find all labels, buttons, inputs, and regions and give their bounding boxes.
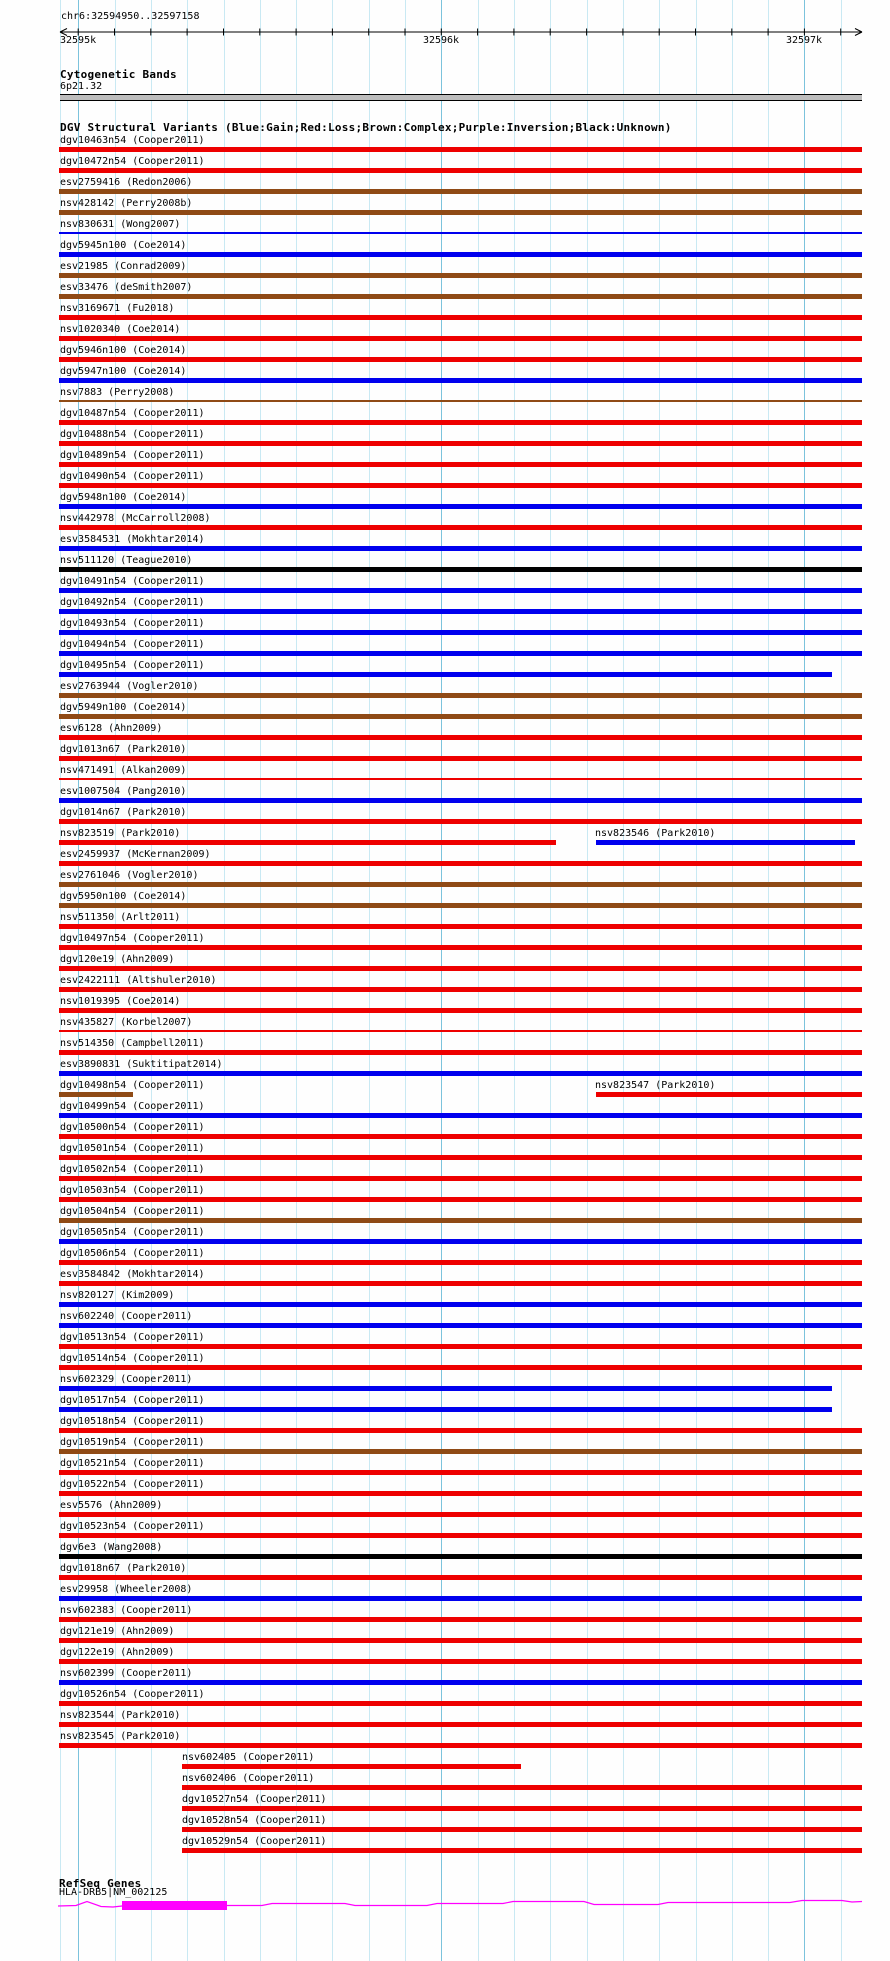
variant-bar-loss[interactable] (59, 1722, 862, 1727)
variant-bar-gain[interactable] (59, 232, 862, 234)
variant-label[interactable]: esv2459937 (McKernan2009) (60, 849, 211, 860)
variant-bar-loss[interactable] (59, 819, 862, 824)
variant-bar-loss[interactable] (59, 1176, 862, 1181)
variant-label[interactable]: dgv10513n54 (Cooper2011) (60, 1332, 205, 1343)
variant-bar-loss[interactable] (59, 357, 862, 362)
variant-label[interactable]: nsv1019395 (Coe2014) (60, 996, 181, 1007)
variant-label[interactable]: nsv442978 (McCarroll2008) (60, 513, 211, 524)
variant-label[interactable]: dgv121e19 (Ahn2009) (60, 1626, 175, 1637)
variant-label[interactable]: dgv1014n67 (Park2010) (60, 807, 187, 818)
variant-bar-loss[interactable] (182, 1827, 862, 1832)
variant-label[interactable]: nsv602405 (Cooper2011) (182, 1752, 315, 1763)
variant-label[interactable]: dgv10493n54 (Cooper2011) (60, 618, 205, 629)
variant-label[interactable]: nsv471491 (Alkan2009) (60, 765, 187, 776)
variant-label[interactable]: dgv10529n54 (Cooper2011) (182, 1836, 327, 1847)
variant-label[interactable]: dgv10492n54 (Cooper2011) (60, 597, 205, 608)
variant-label[interactable]: esv3584842 (Mokhtar2014) (60, 1269, 205, 1280)
variant-bar-gain[interactable] (59, 798, 862, 803)
variant-label[interactable]: dgv10518n54 (Cooper2011) (60, 1416, 205, 1427)
variant-label[interactable]: dgv10489n54 (Cooper2011) (60, 450, 205, 461)
variant-label[interactable]: dgv1013n67 (Park2010) (60, 744, 187, 755)
variant-label[interactable]: nsv823519 (Park2010) (60, 828, 181, 839)
variant-bar-loss[interactable] (596, 1092, 862, 1097)
variant-bar-loss[interactable] (59, 840, 556, 845)
variant-label[interactable]: dgv10528n54 (Cooper2011) (182, 1815, 327, 1826)
variant-bar-complex[interactable] (59, 1092, 133, 1097)
variant-bar-loss[interactable] (59, 861, 862, 866)
refseq-gene-label[interactable]: HLA-DRB5|NM_002125 (59, 1887, 168, 1898)
variant-label[interactable]: dgv10505n54 (Cooper2011) (60, 1227, 205, 1238)
variant-label[interactable]: dgv10526n54 (Cooper2011) (60, 1689, 205, 1700)
variant-bar-loss[interactable] (59, 1050, 862, 1055)
variant-label[interactable]: nsv830631 (Wong2007) (60, 219, 181, 230)
variant-label[interactable]: dgv10502n54 (Cooper2011) (60, 1164, 205, 1175)
variant-bar-gain[interactable] (59, 1302, 862, 1307)
variant-bar-loss[interactable] (59, 1197, 862, 1202)
variant-bar-gain[interactable] (59, 1596, 862, 1601)
variant-bar-loss[interactable] (182, 1764, 521, 1769)
variant-bar-gain[interactable] (59, 630, 862, 635)
variant-label[interactable]: esv5576 (Ahn2009) (60, 1500, 163, 1511)
variant-bar-loss[interactable] (59, 1365, 862, 1370)
variant-label[interactable]: nsv823547 (Park2010) (595, 1080, 716, 1091)
variant-bar-loss[interactable] (59, 1659, 862, 1664)
variant-label[interactable]: dgv10463n54 (Cooper2011) (60, 135, 205, 146)
variant-label[interactable]: dgv10504n54 (Cooper2011) (60, 1206, 205, 1217)
variant-bar-loss[interactable] (59, 1134, 862, 1139)
variant-label[interactable]: esv2759416 (Redon2006) (60, 177, 193, 188)
variant-bar-gain[interactable] (59, 588, 862, 593)
variant-label[interactable]: esv2761046 (Vogler2010) (60, 870, 199, 881)
variant-bar-loss[interactable] (59, 1260, 862, 1265)
variant-bar-complex[interactable] (59, 273, 862, 278)
cytobands-section-title: Cytogenetic Bands (60, 68, 177, 81)
variant-bar-loss[interactable] (59, 1008, 862, 1013)
variant-bar-unknown[interactable] (59, 567, 862, 572)
variant-label[interactable]: dgv10488n54 (Cooper2011) (60, 429, 205, 440)
variant-label[interactable]: dgv10495n54 (Cooper2011) (60, 660, 205, 671)
variant-bar-gain[interactable] (59, 1071, 862, 1076)
variant-bar-complex[interactable] (59, 1449, 862, 1454)
variant-bar-gain[interactable] (59, 378, 862, 383)
variant-label[interactable]: esv2422111 (Altshuler2010) (60, 975, 217, 986)
variant-label[interactable]: nsv602240 (Cooper2011) (60, 1311, 193, 1322)
variant-label[interactable]: dgv10500n54 (Cooper2011) (60, 1122, 205, 1133)
variant-label[interactable]: dgv10472n54 (Cooper2011) (60, 156, 205, 167)
variant-label[interactable]: nsv602383 (Cooper2011) (60, 1605, 193, 1616)
variant-label[interactable]: dgv5947n100 (Coe2014) (60, 366, 187, 377)
variant-label[interactable]: dgv120e19 (Ahn2009) (60, 954, 175, 965)
cytoband-strip[interactable] (60, 94, 862, 101)
variant-bar-complex[interactable] (59, 693, 862, 698)
variant-label[interactable]: nsv435827 (Korbel2007) (60, 1017, 193, 1028)
variant-bar-gain[interactable] (596, 840, 855, 845)
variant-bar-loss[interactable] (59, 147, 862, 152)
variant-label[interactable]: dgv10503n54 (Cooper2011) (60, 1185, 205, 1196)
variant-bar-complex[interactable] (59, 882, 862, 887)
variant-label[interactable]: nsv823545 (Park2010) (60, 1731, 181, 1742)
variant-label[interactable]: dgv5950n100 (Coe2014) (60, 891, 187, 902)
variant-bar-loss[interactable] (59, 1470, 862, 1475)
variant-bar-complex[interactable] (59, 400, 862, 402)
variant-bar-loss[interactable] (59, 1491, 862, 1496)
variant-bar-gain[interactable] (59, 1386, 832, 1391)
variant-bar-loss[interactable] (182, 1848, 862, 1853)
variant-label[interactable]: nsv823544 (Park2010) (60, 1710, 181, 1721)
variant-label[interactable]: esv3890831 (Suktitipat2014) (60, 1059, 223, 1070)
variant-label[interactable]: nsv514350 (Campbell2011) (60, 1038, 205, 1049)
variant-bar-gain[interactable] (59, 252, 862, 257)
variant-bar-loss[interactable] (182, 1785, 862, 1790)
variant-bar-loss[interactable] (59, 945, 862, 950)
variant-bar-loss[interactable] (59, 735, 862, 740)
variant-bar-loss[interactable] (59, 1428, 862, 1433)
variant-label[interactable]: dgv5946n100 (Coe2014) (60, 345, 187, 356)
variant-bar-loss[interactable] (59, 525, 862, 530)
variant-label[interactable]: dgv10519n54 (Cooper2011) (60, 1437, 205, 1448)
variant-label[interactable]: esv33476 (deSmith2007) (60, 282, 193, 293)
variant-bar-gain[interactable] (59, 609, 862, 614)
variant-bar-complex[interactable] (59, 294, 862, 299)
variant-label[interactable]: dgv5949n100 (Coe2014) (60, 702, 187, 713)
variant-label[interactable]: dgv10522n54 (Cooper2011) (60, 1479, 205, 1490)
variant-label[interactable]: dgv5945n100 (Coe2014) (60, 240, 187, 251)
variant-label[interactable]: dgv10514n54 (Cooper2011) (60, 1353, 205, 1364)
variant-label[interactable]: nsv1020340 (Coe2014) (60, 324, 181, 335)
variant-bar-loss[interactable] (59, 1617, 862, 1622)
variant-label[interactable]: nsv602399 (Cooper2011) (60, 1668, 193, 1679)
variant-bar-gain[interactable] (59, 1239, 862, 1244)
variant-label[interactable]: dgv10506n54 (Cooper2011) (60, 1248, 205, 1259)
variant-bar-gain[interactable] (59, 1680, 862, 1685)
variant-label[interactable]: dgv10490n54 (Cooper2011) (60, 471, 205, 482)
variant-bar-loss[interactable] (59, 483, 862, 488)
variant-label[interactable]: nsv511350 (Arlt2011) (60, 912, 181, 923)
variant-bar-complex[interactable] (59, 1218, 862, 1223)
variant-label[interactable]: nsv602406 (Cooper2011) (182, 1773, 315, 1784)
variant-label[interactable]: esv6128 (Ahn2009) (60, 723, 163, 734)
variant-label[interactable]: dgv6e3 (Wang2008) (60, 1542, 163, 1553)
variant-bar-loss[interactable] (182, 1806, 862, 1811)
variant-bar-loss[interactable] (59, 1638, 862, 1643)
variant-bar-loss[interactable] (59, 1155, 862, 1160)
variant-bar-loss[interactable] (59, 462, 862, 467)
variant-bar-gain[interactable] (59, 546, 862, 551)
region-title: chr6:32594950..32597158 (61, 11, 200, 22)
variant-bar-loss[interactable] (59, 420, 862, 425)
variant-bar-gain[interactable] (59, 1407, 832, 1412)
variant-bar-loss[interactable] (59, 966, 862, 971)
variant-bar-gain[interactable] (59, 1323, 862, 1328)
cytoband-label: 6p21.32 (60, 81, 103, 92)
variant-bar-complex[interactable] (59, 903, 862, 908)
variant-bar-loss[interactable] (59, 1743, 862, 1748)
variant-label[interactable]: dgv10497n54 (Cooper2011) (60, 933, 205, 944)
variant-label[interactable]: nsv823546 (Park2010) (595, 828, 716, 839)
refseq-section-title: RefSeq Genes (59, 1877, 142, 1890)
variant-label[interactable]: dgv5948n100 (Coe2014) (60, 492, 187, 503)
variant-bar-unknown[interactable] (59, 1554, 862, 1559)
variant-label[interactable]: nsv820127 (Kim2009) (60, 1290, 175, 1301)
variant-bar-loss[interactable] (59, 1575, 862, 1580)
variant-label[interactable]: esv3584531 (Mokhtar2014) (60, 534, 205, 545)
ruler-tick-label: 32596k (422, 35, 460, 46)
variant-bar-loss[interactable] (59, 778, 862, 780)
variant-label[interactable]: esv21985 (Conrad2009) (60, 261, 187, 272)
variant-bar-gain[interactable] (59, 651, 862, 656)
variant-bar-loss[interactable] (59, 1533, 862, 1538)
variant-bar-loss[interactable] (59, 987, 862, 992)
variant-bar-loss[interactable] (59, 168, 862, 173)
variant-bar-loss[interactable] (59, 336, 862, 341)
variant-bar-gain[interactable] (59, 1113, 862, 1118)
variant-label[interactable]: dgv122e19 (Ahn2009) (60, 1647, 175, 1658)
variant-bar-loss[interactable] (59, 315, 862, 320)
variant-label[interactable]: dgv10517n54 (Cooper2011) (60, 1395, 205, 1406)
variant-label[interactable]: dgv10487n54 (Cooper2011) (60, 408, 205, 419)
variant-bar-loss[interactable] (59, 1281, 862, 1286)
variant-label[interactable]: dgv10521n54 (Cooper2011) (60, 1458, 205, 1469)
gene-intron-line[interactable] (58, 1901, 862, 1908)
variant-label[interactable]: dgv1018n67 (Park2010) (60, 1563, 187, 1574)
variant-label[interactable]: nsv602329 (Cooper2011) (60, 1374, 193, 1385)
variant-bar-loss[interactable] (59, 1030, 862, 1032)
variant-label[interactable]: nsv511120 (Teague2010) (60, 555, 193, 566)
variant-bar-gain[interactable] (59, 504, 862, 509)
variant-label[interactable]: dgv10527n54 (Cooper2011) (182, 1794, 327, 1805)
variant-label[interactable]: dgv10523n54 (Cooper2011) (60, 1521, 205, 1532)
ruler-tick-label: 32597k (785, 35, 823, 46)
variant-label[interactable]: esv29958 (Wheeler2008) (60, 1584, 193, 1595)
variant-bar-loss[interactable] (59, 924, 862, 929)
variant-label[interactable]: dgv10491n54 (Cooper2011) (60, 576, 205, 587)
variant-bar-complex[interactable] (59, 714, 862, 719)
variant-label[interactable]: dgv10499n54 (Cooper2011) (60, 1101, 205, 1112)
variant-label[interactable]: esv1007504 (Pang2010) (60, 786, 187, 797)
variant-bar-loss[interactable] (59, 756, 862, 761)
variant-bar-gain[interactable] (59, 672, 832, 677)
variant-bar-complex[interactable] (59, 189, 862, 194)
variant-bar-complex[interactable] (59, 210, 862, 215)
variant-bar-loss[interactable] (59, 1701, 862, 1706)
variant-label[interactable]: esv2763944 (Vogler2010) (60, 681, 199, 692)
variant-label[interactable]: dgv10501n54 (Cooper2011) (60, 1143, 205, 1154)
dgv-section-title: DGV Structural Variants (Blue:Gain;Red:Loss;Brown:Complex;Purple:Inversion;Black:Unknown) (60, 121, 672, 134)
variant-bar-loss[interactable] (59, 1344, 862, 1349)
variant-bar-loss[interactable] (59, 1512, 862, 1517)
ruler-tick-label: 32595k (60, 35, 97, 46)
variant-label[interactable]: dgv10494n54 (Cooper2011) (60, 639, 205, 650)
variant-label[interactable]: nsv7883 (Perry2008) (60, 387, 175, 398)
gene-exon-box[interactable] (122, 1901, 227, 1910)
variant-label[interactable]: nsv428142 (Perry2008b) (60, 198, 193, 209)
variant-label[interactable]: nsv3169671 (Fu2018) (60, 303, 175, 314)
variant-label[interactable]: dgv10498n54 (Cooper2011) (60, 1080, 205, 1091)
variant-bar-loss[interactable] (59, 441, 862, 446)
